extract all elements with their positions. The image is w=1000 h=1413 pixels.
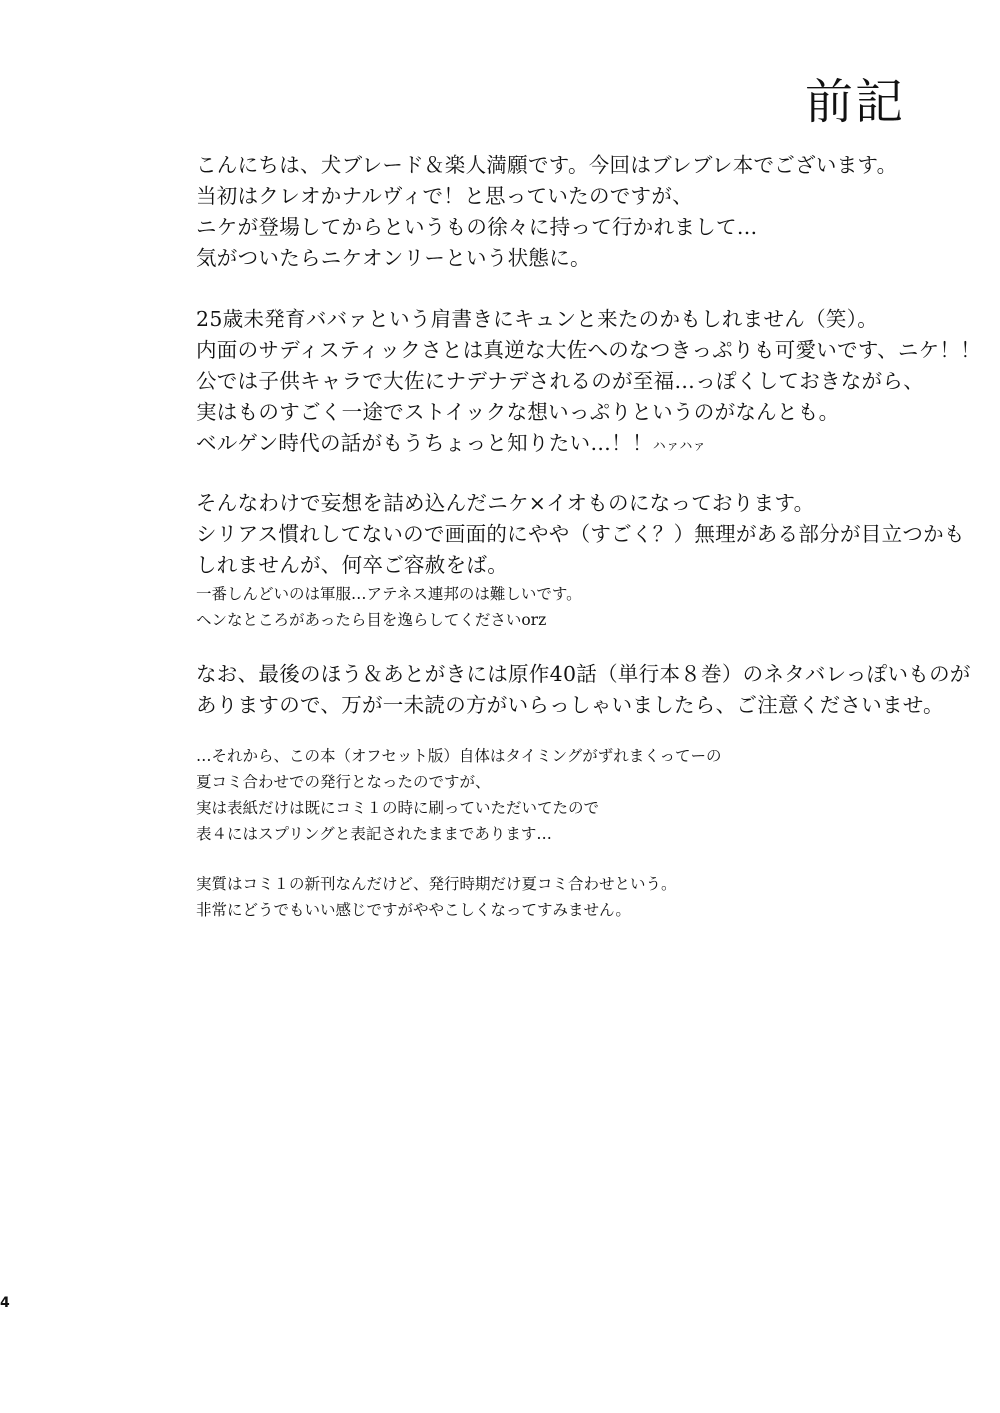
- page-title: 前記: [804, 74, 905, 130]
- text-line: 一番しんどいのは軍服…アテネス連邦のは難しいです。: [196, 585, 582, 603]
- text-line-main: ベルゲン時代の話がもうちょっと知りたい…！！: [196, 431, 653, 455]
- text-line: …それから、この本（オフセット版）自体はタイミングがずれまくってーの: [196, 747, 722, 765]
- paragraph-content: [196, 488, 965, 581]
- text-line: こんにちは、犬ブレード＆楽人満願です。今回はブレブレ本でございます。: [196, 153, 898, 177]
- text-line: ヘンなところがあったら目を逸らしてくださいorz: [196, 611, 547, 629]
- text-line: 夏コミ合わせでの発行となったのですが、: [196, 773, 491, 791]
- text-line: そんなわけで妄想を詰め込んだニケ×イオものになっております。: [196, 491, 815, 515]
- paragraph-closing: [196, 871, 926, 923]
- text-line: なお、最後のほう＆あとがきには原作40話（単行本８巻）のネタバレっぽいものが: [196, 662, 971, 686]
- text-line: 公では子供キャラで大佐にナデナデされるのが至福…っぽくしておきながら、: [196, 369, 924, 393]
- text-line: 気がついたらニケオンリーという状態に。: [196, 246, 591, 270]
- paragraph-content-aside: [196, 581, 926, 633]
- text-line: 内面のサディスティックさとは真逆な大佐へのなつきっぷりも可愛いです、ニケ！！: [196, 338, 982, 362]
- text-line: 表４にはスプリングと表記されたままであります…: [196, 825, 552, 843]
- text-line: 25歳未発育ババァという肩書きにキュンと来たのかもしれません（笑）。: [196, 307, 879, 331]
- paragraph-spoiler-warning: [196, 659, 971, 721]
- text-line: ありますので、万が一未読の方がいらっしゃいましたら、ご注意くださいませ。: [196, 693, 944, 717]
- body-text: [196, 150, 982, 923]
- text-line: シリアス慣れしてないので画面的にやや（すごく？）無理がある部分が目立つかも: [196, 522, 965, 546]
- text-line: しれませんが、何卒ご容赦をば。: [196, 553, 508, 577]
- paragraph-character: [196, 304, 982, 462]
- text-line: 当初はクレオかナルヴィで！と思っていたのですが、: [196, 184, 693, 208]
- text-line: 実質はコミ１の新刊なんだけど、発行時期だけ夏コミ合わせという。: [196, 875, 677, 893]
- text-line: ニケが登場してからというもの徐々に持って行かれまして…: [196, 215, 758, 239]
- paragraph-printing-note: [196, 743, 926, 847]
- text-line-aside: ハァハァ: [652, 439, 706, 454]
- page-number: 4: [0, 1295, 10, 1311]
- paragraph-intro: [196, 150, 926, 274]
- text-line: [196, 428, 926, 462]
- text-line: 非常にどうでもいい感じですがややこしくなってすみません。: [196, 901, 631, 919]
- text-line: 実はものすごく一途でストイックな想いっぷりというのがなんとも。: [196, 400, 840, 424]
- text-line: 実は表紙だけは既にコミ１の時に刷っていただいてたので: [196, 799, 600, 817]
